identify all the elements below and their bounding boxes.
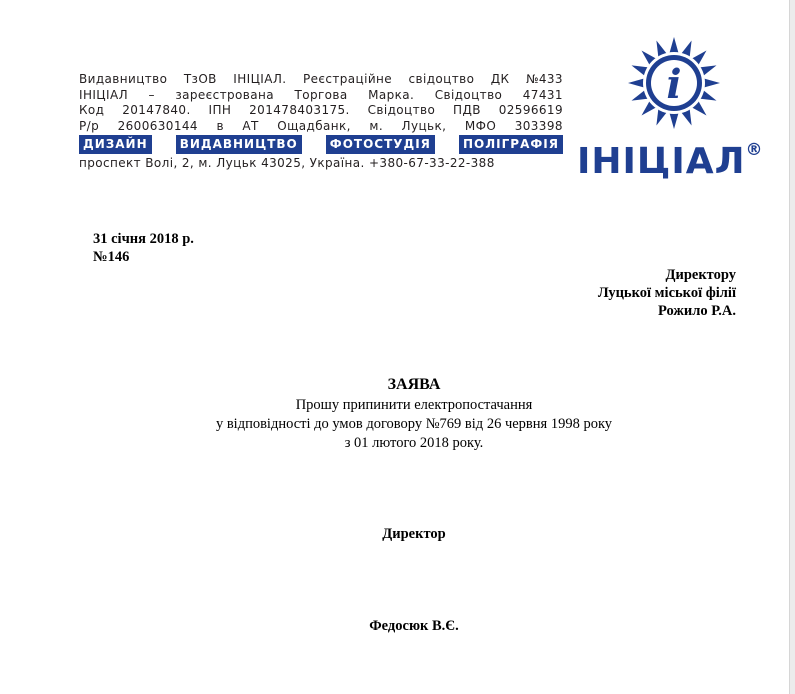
letterhead-line-3 — [79, 103, 563, 119]
letterhead-word: Свідоцтво — [367, 103, 436, 117]
body-line-1: Прошу припинити електропостачання — [295, 397, 533, 413]
letterhead-line-4 — [79, 119, 563, 135]
letterhead-word: ІПН — [208, 103, 232, 117]
sun-ray — [669, 112, 679, 129]
letterhead-word: в — [216, 118, 224, 133]
brand-name: ІНІЦІАЛ — [577, 141, 746, 182]
letterhead-word: Свідоцтво — [434, 87, 503, 102]
letterhead-word: ДК — [490, 72, 510, 86]
body-line-2: у відповідності до умов договору №769 від 26 червня 1998 року — [215, 416, 613, 432]
page-edge — [789, 0, 795, 694]
letterhead-word: Луцьк, — [401, 118, 447, 133]
letterhead-word: Р/р — [79, 118, 100, 133]
letterhead-word: ПДВ — [453, 103, 481, 117]
banner-design: ДИЗАЙН — [79, 135, 152, 154]
document-body — [0, 396, 795, 453]
letterhead-word: 201478403175. — [249, 103, 350, 117]
letterhead-word: Торгова — [294, 87, 348, 102]
sun-ray — [669, 37, 679, 54]
letterhead-line-2 — [79, 88, 563, 104]
sun-ray — [703, 78, 720, 88]
document-title: ЗАЯВА — [387, 376, 441, 393]
letterhead-word: ТзОВ — [183, 72, 217, 86]
letterhead-word: Марка. — [368, 87, 415, 102]
services-banner — [79, 135, 563, 154]
letterhead-word: №433 — [525, 72, 563, 86]
brand-logo-wordmark — [577, 128, 767, 184]
letterhead-word: Видавництво — [79, 72, 168, 86]
letterhead-word: зареєстрована — [175, 87, 275, 102]
letterhead-word: АТ — [242, 118, 259, 133]
signature-name: Федосюк В.Є. — [369, 618, 459, 634]
letterhead-word: 303398 — [514, 118, 563, 133]
letterhead-word: Код — [79, 103, 105, 117]
letterhead-word: 47431 — [522, 87, 563, 102]
letterhead-word: Реєстраційне — [302, 72, 393, 86]
letterhead-word: 20147840. — [122, 103, 191, 117]
letterhead-word: ІНІЦІАЛ — [79, 87, 128, 102]
emblem-letter: і — [666, 61, 682, 108]
letterhead-word: МФО — [464, 118, 497, 133]
banner-printing: ПОЛІГРАФІЯ — [459, 135, 563, 154]
letterhead-address: проспект Волі, 2, м. Луцьк 43025, Україна. +380-67-33-22-388 — [79, 156, 495, 170]
registered-mark: ® — [745, 140, 764, 160]
document-date: 31 січня 2018 р. — [93, 231, 194, 247]
letterhead-word: ІНІЦІАЛ. — [233, 72, 287, 86]
document-number: №146 — [93, 249, 130, 265]
letterhead-word: 02596619 — [498, 103, 563, 117]
letterhead-word: м. — [369, 118, 384, 133]
addressee-block — [598, 266, 736, 320]
addressee-name: Рожило Р.А. — [657, 303, 736, 319]
letterhead — [79, 72, 563, 172]
addressee-branch: Луцької міської філії — [597, 285, 736, 301]
letterhead-line-1 — [79, 72, 563, 88]
letterhead-word: 2600630144 — [117, 118, 198, 133]
letterhead-word: – — [148, 87, 155, 102]
letterhead-word: свідоцтво — [408, 72, 475, 86]
addressee-position: Директору — [665, 267, 736, 283]
document-date-block — [93, 230, 194, 266]
letterhead-word: Ощадбанк, — [277, 118, 351, 133]
body-line-3: з 01 лютого 2018 року. — [344, 435, 484, 451]
banner-publishing: ВИДАВНИЦТВО — [176, 135, 302, 154]
signature-title: Директор — [382, 526, 446, 542]
banner-photostudio: ФОТОСТУДІЯ — [326, 135, 435, 154]
sun-ray — [628, 78, 645, 88]
